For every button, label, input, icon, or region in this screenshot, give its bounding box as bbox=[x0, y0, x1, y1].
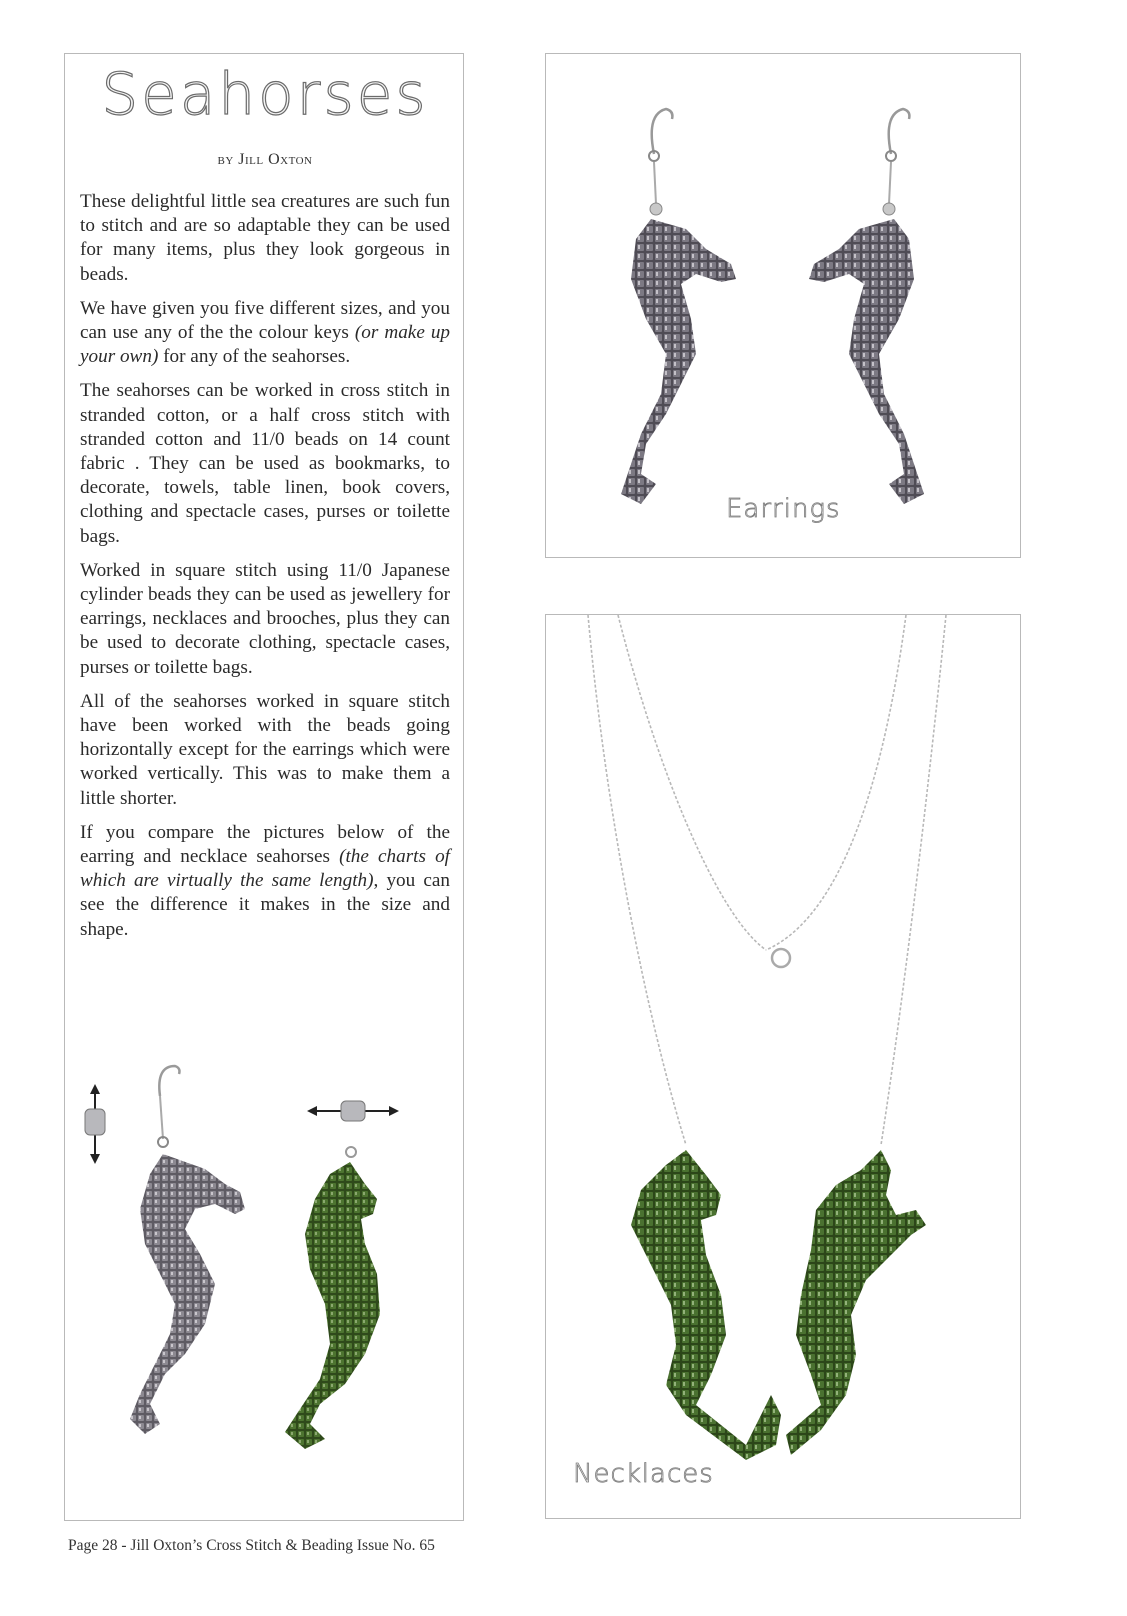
right-earring bbox=[809, 109, 924, 504]
necklace-seahorse-right bbox=[786, 1150, 926, 1455]
paragraph-2 bbox=[80, 297, 450, 370]
paragraph-2-a: We have given you five different sizes, and you can use any of the the colour keys bbox=[80, 297, 450, 344]
paragraph-2-b: for any of the seahorses. bbox=[163, 346, 351, 368]
grey-earring-seahorse bbox=[130, 1066, 245, 1434]
necklace-photo-frame bbox=[545, 614, 1021, 1519]
horizontal-bead-arrow-icon bbox=[307, 1101, 399, 1121]
earrings-photo-frame bbox=[545, 53, 1021, 558]
green-necklace-seahorse bbox=[285, 1147, 380, 1449]
paragraph-6-a: If you compare the pictures below of the earring and necklace seahorses bbox=[80, 821, 450, 868]
paragraph-5: All of the seahorses worked in square stitch have been worked with the beads going horizontally except for the earrings which were worked vertically. This was to make them a little shorter. bbox=[80, 690, 450, 809]
article-body bbox=[80, 190, 450, 952]
necklace-seahorse-left bbox=[631, 1150, 781, 1460]
necklace-clasp bbox=[772, 949, 790, 967]
earrings-caption: Earrings bbox=[726, 494, 841, 524]
article-byline: by Jill Oxton bbox=[217, 151, 313, 168]
left-earring bbox=[621, 109, 736, 504]
necklace-chain bbox=[588, 615, 946, 1145]
page-footer: Page 28 - Jill Oxton’s Cross Stitch & Beading Issue No. 65 bbox=[68, 1537, 435, 1554]
necklace-photo bbox=[546, 615, 1022, 1520]
paragraph-3: The seahorses can be worked in cross stitch in stranded cotton, or a half cross stitch with stranded cotton and 11/0 beads on 14 count fabric . They can be used as bookmarks, to decorate, towels, table linen, book covers, clothing and spectacle cases, purses or toilette bags. bbox=[80, 380, 450, 547]
paragraph-6-italic: (the charts of which are virtually the same length) bbox=[80, 846, 451, 892]
earrings-photo bbox=[546, 54, 1022, 559]
comparison-illustration bbox=[65, 1014, 465, 1494]
article-title: Seahorses bbox=[101, 60, 429, 128]
vertical-bead-arrow-icon bbox=[85, 1084, 105, 1164]
paragraph-1: These delightful little sea creatures are such fun to stitch and are so adaptable they can be used for many items, plus they look gorgeous in beads. bbox=[80, 191, 450, 285]
paragraph-6 bbox=[80, 821, 450, 942]
article-text-frame bbox=[64, 53, 464, 1521]
paragraph-2-italic: (or make up your own) bbox=[80, 322, 451, 368]
paragraph-4: Worked in square stitch using 11/0 Japanese cylinder beads they can be used as jewellery for earrings, necklaces and brooches, plus they can be used to decorate clothing, spectacle cases, purses or toilette bags. bbox=[80, 559, 450, 678]
paragraph-6-b: , you can see the difference it makes in the size and shape. bbox=[80, 870, 450, 940]
necklaces-caption: Necklaces bbox=[573, 1459, 714, 1489]
